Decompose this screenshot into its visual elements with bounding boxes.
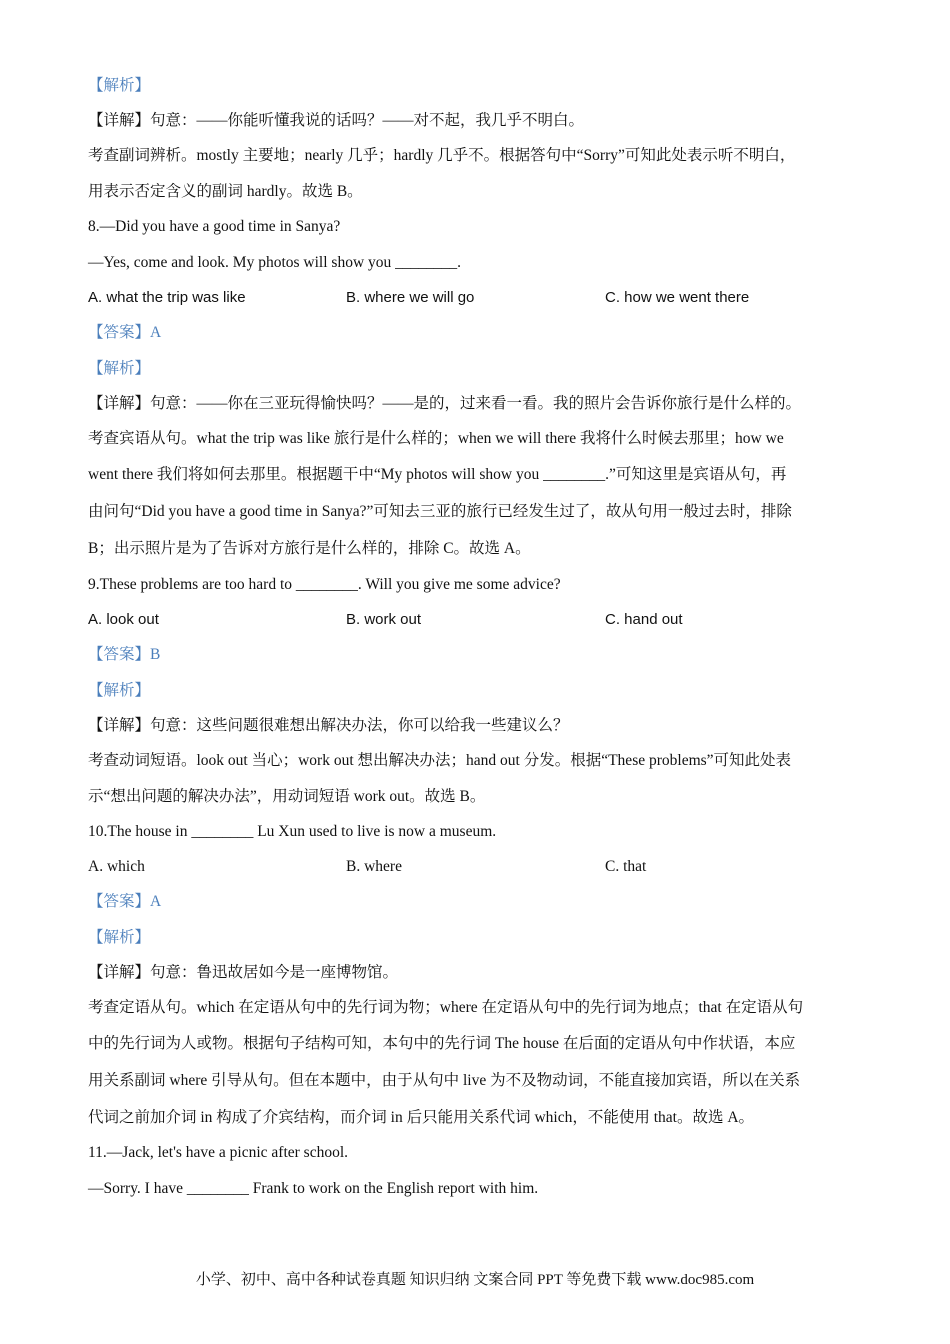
analysis-text: 用关系副词 where 引导从句。但在本题中，由于从句中 live 为不及物动词，不能直接加宾语，所以在关系 <box>88 1072 801 1089</box>
answer-label: 【答案】A <box>88 893 162 910</box>
detail-line: 【详解】句意：鲁迅故居如今是一座博物馆。 <box>88 964 399 981</box>
q10-option-c: C. that <box>605 858 647 875</box>
q8-option-b: B. where we will go <box>346 289 475 306</box>
detail-line: 【详解】句意：——你能听懂我说的话吗？——对不起，我几乎不明白。 <box>88 112 585 129</box>
q8-option-c: C. how we went there <box>605 289 750 306</box>
question-11-stem-line2: —Sorry. I have ________ Frank to work on the English report with him. <box>88 1180 539 1197</box>
detail-line: 【详解】句意：这些问题很难想出解决办法，你可以给我一些建议么？ <box>88 717 569 734</box>
analysis-text: 考查宾语从句。what the trip was like 旅行是什么样的；when we will there 我将什么时候去那里；how we <box>88 430 784 447</box>
analysis-text: went there 我们将如何去那里。根据题干中“My photos will show you ________.”可知这里是宾语从句，再 <box>88 466 787 483</box>
q10-option-b: B. where <box>346 858 402 875</box>
analysis-text: 考查定语从句。which 在定语从句中的先行词为物；where 在定语从句中的先行词为地点；that 在定语从句 <box>88 999 804 1016</box>
analysis-label: 【解析】 <box>88 360 151 377</box>
analysis-text: 由问句“Did you have a good time in Sanya?”可知去三亚的旅行已经发生过了，故从句用一般过去时，排除 <box>88 503 792 520</box>
answer-label: 【答案】A <box>88 324 162 341</box>
question-10-stem: 10.The house in ________ Lu Xun used to live is now a museum. <box>88 823 497 840</box>
analysis-label: 【解析】 <box>88 77 151 94</box>
analysis-text: B；出示照片是为了告诉对方旅行是什么样的，排除 C。故选 A。 <box>88 540 531 557</box>
question-8-stem-line2: —Yes, come and look. My photos will show you ________. <box>88 254 462 271</box>
analysis-label: 【解析】 <box>88 682 151 699</box>
q8-option-a: A. what the trip was like <box>88 289 246 306</box>
question-9-stem: 9.These problems are too hard to ________. Will you give me some advice? <box>88 576 561 593</box>
page-footer: 小学、初中、高中各种试卷真题 知识归纳 文案合同 PPT 等免费下载 www.doc985.com <box>195 1272 755 1288</box>
analysis-text: 示“想出问题的解决办法”，用动词短语 work out。故选 B。 <box>88 788 486 805</box>
question-11-stem: 11.—Jack, let's have a picnic after school. <box>88 1144 349 1161</box>
question-8-stem: 8.—Did you have a good time in Sanya? <box>88 218 341 235</box>
answer-label: 【答案】B <box>88 646 161 663</box>
analysis-label: 【解析】 <box>88 929 151 946</box>
q10-option-a: A. which <box>88 858 145 875</box>
detail-line: 【详解】句意：——你在三亚玩得愉快吗？——是的，过来看一看。我的照片会告诉你旅行是什么样的。 <box>88 395 802 412</box>
q9-option-b: B. work out <box>346 611 422 628</box>
q9-option-c: C. hand out <box>605 611 683 628</box>
q9-option-a: A. look out <box>88 611 159 628</box>
analysis-text: 用表示否定含义的副词 hardly。故选 B。 <box>88 183 363 200</box>
analysis-text: 中的先行词为人或物。根据句子结构可知，本句中的先行词 The house 在后面的定语从句中作状语，本应 <box>88 1035 796 1052</box>
analysis-text: 考查动词短语。look out 当心；work out 想出解决办法；hand out 分发。根据“These problems”可知此处表 <box>88 752 792 769</box>
analysis-text: 代词之前加介词 in 构成了介宾结构，而介词 in 后只能用关系代词 which，不能使用 that。故选 A。 <box>88 1109 755 1126</box>
analysis-text: 考查副词辨析。mostly 主要地；nearly 几乎；hardly 几乎不。根据答句中“Sorry”可知此处表示听不明白， <box>88 147 796 164</box>
